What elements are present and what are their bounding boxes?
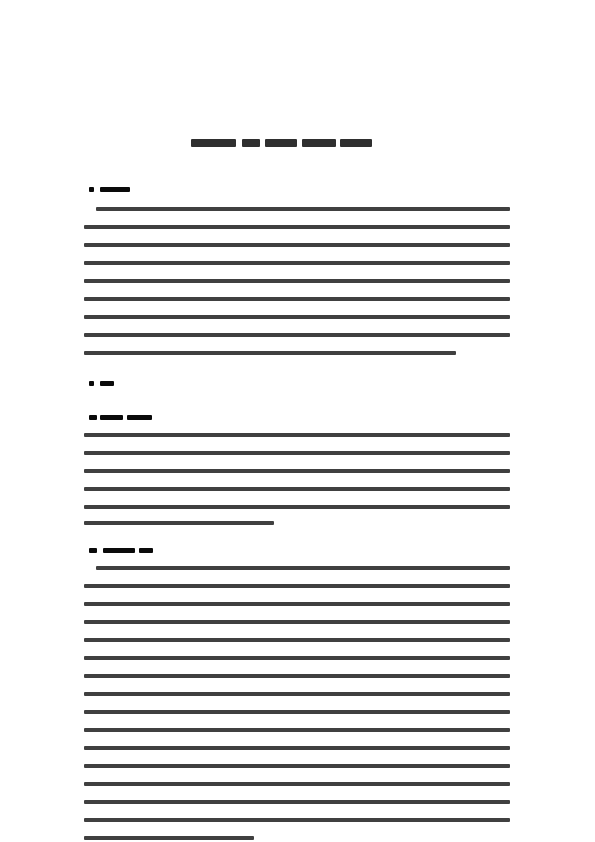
section-heading [100, 187, 130, 192]
paragraph-line-stroke [84, 451, 510, 455]
title-stroke [302, 139, 336, 147]
paragraph-line-stroke [84, 315, 510, 319]
paragraph-line-stroke [84, 674, 510, 678]
section-heading [100, 415, 123, 420]
paragraph-line-stroke [84, 746, 510, 750]
paragraph-line-stroke [84, 297, 510, 301]
section-heading [100, 381, 114, 386]
paragraph-line-stroke [96, 207, 510, 211]
paragraph-line-stroke [84, 638, 510, 642]
paragraph-line [0, 0, 1, 1]
paragraph-line-stroke [84, 692, 510, 696]
section-heading [89, 381, 94, 386]
section-heading [139, 548, 153, 553]
title-stroke [191, 139, 236, 147]
paragraph-line-stroke [84, 521, 274, 525]
paragraph-line-stroke [84, 279, 510, 283]
paragraph-line-stroke [84, 656, 510, 660]
paragraph-line-stroke [84, 225, 510, 229]
paragraph-line-stroke [84, 728, 510, 732]
title-stroke [265, 139, 297, 147]
paragraph-line-stroke [84, 261, 510, 265]
paragraph-line-stroke [84, 620, 510, 624]
section-heading [103, 548, 135, 553]
paragraph-line-stroke [84, 505, 510, 509]
paragraph-line-stroke [84, 433, 510, 437]
title-stroke [340, 139, 372, 147]
paragraph-line-stroke [96, 566, 510, 570]
paragraph-line-stroke [84, 469, 510, 473]
paragraph-line-stroke [84, 782, 510, 786]
section-heading [89, 548, 97, 553]
paragraph-line-stroke [84, 333, 510, 337]
paragraph-line-stroke [84, 836, 254, 840]
paragraph-line-stroke [84, 487, 510, 491]
paragraph-line-stroke [84, 351, 456, 355]
paragraph-line-stroke [84, 710, 510, 714]
paragraph-line-stroke [84, 602, 510, 606]
paragraph-line-stroke [84, 243, 510, 247]
paragraph-line-stroke [84, 584, 510, 588]
paragraph-line-stroke [84, 818, 510, 822]
section-heading [89, 187, 94, 192]
title-stroke [242, 139, 260, 147]
paragraph-line-stroke [84, 764, 510, 768]
paragraph-line-stroke [84, 800, 510, 804]
section-heading [89, 415, 97, 420]
section-heading [127, 415, 152, 420]
